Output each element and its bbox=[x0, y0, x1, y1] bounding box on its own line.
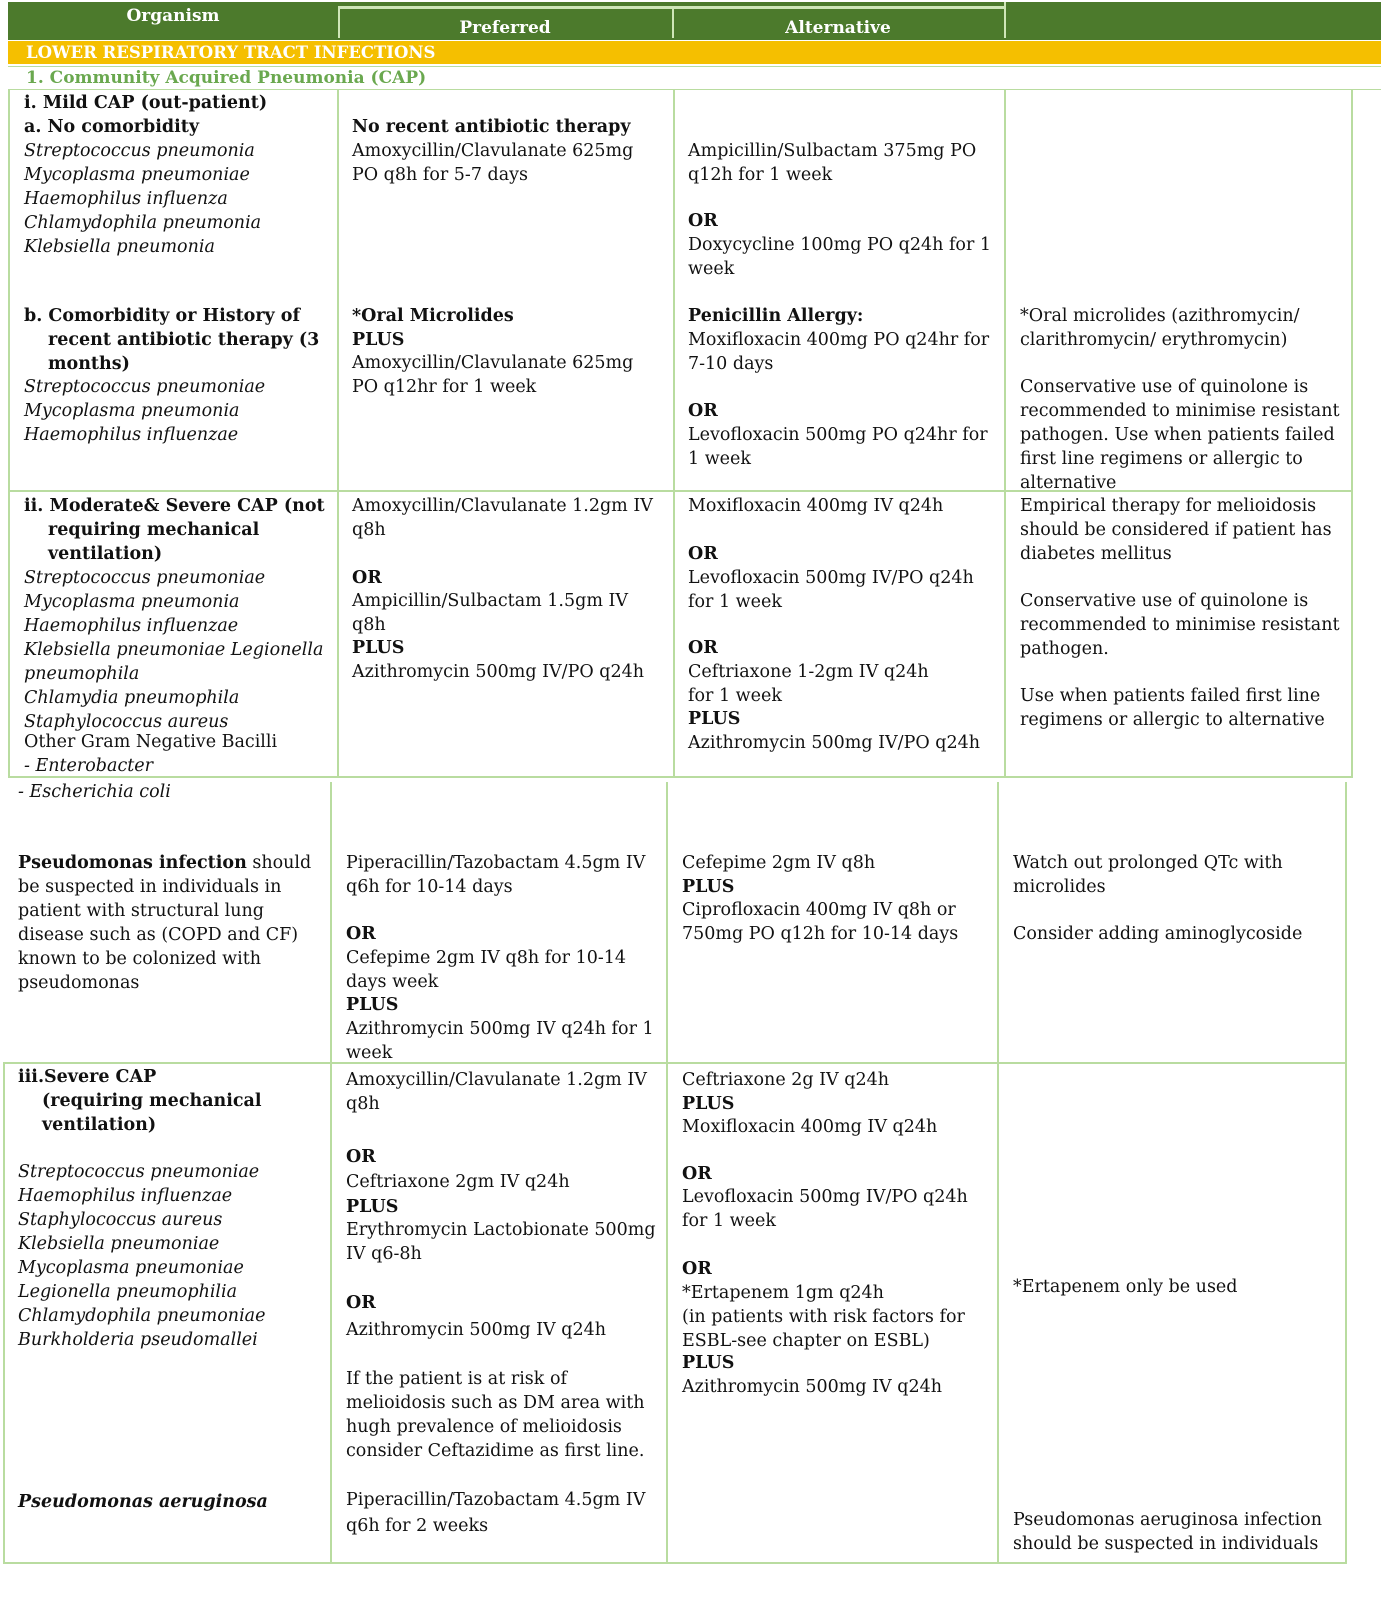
moderate-organisms: Streptococcus pneumoniae Mycoplasma pneumonia Haemophilus influenzae Klebsiella pneumoniae Legionella pneumophila Chlamydia pneumophila Staphylococcus aureus bbox=[24, 568, 324, 732]
mild-b-preferred: *Oral Microlides bbox=[352, 306, 514, 326]
moderate-comment: Use when patients failed first line regimens or allergic to alternative bbox=[1020, 686, 1325, 730]
severe-alternative: Moxifloxacin 400mg IV q24h bbox=[682, 1117, 938, 1137]
moderate-alternative: Ceftriaxone 1-2gm IV q24h for 1 week bbox=[688, 662, 929, 706]
mild-b-preferred: Amoxycillin/Clavulanate 625mg PO q12hr for 1 week bbox=[352, 353, 634, 397]
severe-preferred: Azithromycin 500mg IV q24h bbox=[346, 1320, 606, 1340]
melioidosis-note: If the patient is at risk of melioidosis such as DM area with hugh prevalence of melioidosis consider Ceftazidime as first line. bbox=[346, 1369, 645, 1461]
pseudomonas-aeruginosa-preferred: Piperacillin/Tazobactam 4.5gm IV q6h for 2 weeks bbox=[346, 1490, 646, 1536]
moderate-cap-title: requiring mechanical bbox=[48, 520, 260, 540]
mild-b-alternative: Moxifloxacin 400mg PO q24hr for 7-10 days bbox=[688, 330, 990, 374]
mild-b-alternative: Levofloxacin 500mg PO q24hr for 1 week bbox=[688, 425, 988, 469]
pseudomonas-organism-text: should bbox=[246, 853, 312, 873]
plus-label: PLUS bbox=[346, 995, 399, 1015]
comorbidity-title: months) bbox=[48, 354, 130, 374]
grid-line bbox=[997, 782, 999, 1564]
mild-b-comment: *Oral microlides (azithromycin/ clarithromycin/ erythromycin) bbox=[1020, 306, 1300, 350]
header-organism: Organism bbox=[126, 6, 220, 26]
mild-a-organisms: Streptococcus pneumonia Mycoplasma pneumoniae Haemophilus influenza Chlamydophila pneumonia Klebsiella pneumonia bbox=[24, 141, 262, 257]
pseudomonas-organism-text: be suspected in individuals in patient with structural lung disease such as (COPD and CF) known to be colonized with pseudomonas bbox=[18, 877, 299, 993]
grid-line bbox=[666, 782, 668, 1564]
moderate-preferred: Azithromycin 500mg IV/PO q24h bbox=[352, 662, 645, 682]
or-label: OR bbox=[688, 211, 718, 231]
grid-line bbox=[330, 782, 332, 1564]
penicillin-allergy-heading: Penicillin Allergy: bbox=[688, 306, 864, 326]
moderate-cap-title: ventilation) bbox=[48, 544, 163, 564]
pseudomonas-organism bbox=[18, 851, 311, 875]
section-title: LOWER RESPIRATORY TRACT INFECTIONS bbox=[8, 41, 1381, 64]
plus-label: PLUS bbox=[352, 638, 405, 658]
severe-preferred: Amoxycillin/Clavulanate 1.2gm IV q8h bbox=[346, 1070, 647, 1114]
pseudomonas-alternative: Cefepime 2gm IV q8h bbox=[682, 853, 876, 873]
severe-cap-title: (requiring mechanical bbox=[42, 1091, 262, 1111]
plus-label: PLUS bbox=[352, 330, 405, 350]
mild-b-comment: Conservative use of quinolone is recommended to minimise resistant pathogen. Use when patients failed first line regimens or allergic to alternative bbox=[1020, 377, 1340, 493]
severe-cap-title: iii.Severe CAP bbox=[18, 1067, 157, 1087]
pseudomonas-preferred: Cefepime 2gm IV q8h for 10-14 days week bbox=[346, 948, 627, 992]
or-label: OR bbox=[688, 401, 718, 421]
plus-label: PLUS bbox=[688, 709, 741, 729]
no-comorbidity-title: a. No comorbidity bbox=[24, 117, 200, 137]
severe-alternative: Azithromycin 500mg IV q24h bbox=[682, 1377, 942, 1397]
pseudomonas-comment: Watch out prolonged QTc with microlides bbox=[1013, 853, 1283, 897]
grid-line bbox=[1345, 782, 1347, 1564]
moderate-preferred: Ampicillin/Sulbactam 1.5gm IV q8h bbox=[352, 591, 629, 635]
grid-line bbox=[8, 90, 10, 778]
grid-line bbox=[3, 1062, 5, 1564]
plus-label: PLUS bbox=[346, 1197, 399, 1217]
moderate-cap-title: ii. Moderate& Severe CAP (not bbox=[24, 496, 325, 516]
grid-line bbox=[3, 1562, 1347, 1564]
severe-alternative: Ceftriaxone 2g IV q24h bbox=[682, 1070, 890, 1090]
or-label: OR bbox=[352, 568, 382, 588]
pseudomonas-comment: Consider adding aminoglycoside bbox=[1013, 924, 1303, 944]
mild-b-organisms: Streptococcus pneumoniae Mycoplasma pneumonia Haemophilus influenzae bbox=[24, 377, 266, 445]
plus-label: PLUS bbox=[682, 877, 735, 897]
severe-alternative: *Ertapenem 1gm q24h (in patients with risk factors for ESBL-see chapter on ESBL) bbox=[682, 1283, 965, 1351]
or-label: OR bbox=[346, 924, 376, 944]
ertapenem-comment: *Ertapenem only be used bbox=[1013, 1277, 1238, 1297]
header-preferred: Preferred bbox=[459, 18, 551, 38]
grid-line bbox=[3, 1062, 1347, 1064]
comorbidity-title: recent antibiotic therapy (3 bbox=[48, 330, 320, 350]
pseudomonas-alternative: Ciprofloxacin 400mg IV q8h or 750mg PO q12h for 10-14 days bbox=[682, 900, 959, 944]
or-label: OR bbox=[688, 638, 718, 658]
mild-a-preferred: Amoxycillin/Clavulanate 625mg PO q8h for 5-7 days bbox=[352, 141, 634, 185]
or-label: OR bbox=[682, 1259, 712, 1279]
mild-a-preferred-heading: No recent antibiotic therapy bbox=[352, 117, 631, 137]
mild-cap-title: i. Mild CAP (out-patient) bbox=[24, 93, 268, 113]
header-alternative: Alternative bbox=[785, 18, 891, 38]
pseudomonas-aeruginosa-label: Pseudomonas aeruginosa bbox=[18, 1492, 268, 1512]
enterobacter-label: - Enterobacter bbox=[24, 756, 154, 776]
severe-preferred: Ceftriaxone 2gm IV q24h bbox=[346, 1172, 570, 1192]
pseudomonas-aeruginosa-comment: Pseudomonas aeruginosa infection should be suspected in individuals bbox=[1013, 1510, 1322, 1554]
severe-organisms: Streptococcus pneumoniae Haemophilus influenzae Staphylococcus aureus Klebsiella pneumoniae Mycoplasma pneumoniae Legionella pneumophilia Chlamydophila pneumoniae Burkholderia pseudomallei bbox=[18, 1162, 266, 1350]
severe-preferred: Erythromycin Lactobionate 500mg IV q6-8h bbox=[346, 1220, 656, 1264]
pseudomonas-organism-bold: Pseudomonas infection bbox=[18, 853, 247, 873]
comorbidity-title: b. Comorbidity or History of bbox=[24, 306, 301, 326]
moderate-alternative: Moxifloxacin 400mg IV q24h bbox=[688, 496, 944, 516]
severe-cap-title: ventilation) bbox=[42, 1115, 157, 1135]
moderate-alternative: Azithromycin 500mg IV/PO q24h bbox=[688, 733, 981, 753]
mild-a-alternative: Ampicillin/Sulbactam 375mg PO q12h for 1 week bbox=[688, 141, 977, 185]
moderate-comment: Empirical therapy for melioidosis should be considered if patient has diabetes mellitus bbox=[1020, 496, 1332, 564]
plus-label: PLUS bbox=[682, 1094, 735, 1114]
grid-line bbox=[1351, 90, 1353, 778]
moderate-comment: Conservative use of quinolone is recommended to minimise resistant pathogen. bbox=[1020, 591, 1340, 659]
plus-label: PLUS bbox=[682, 1353, 735, 1373]
moderate-alternative: Levofloxacin 500mg IV/PO q24h for 1 week bbox=[688, 568, 974, 612]
or-label: OR bbox=[346, 1293, 376, 1313]
grid-line bbox=[337, 90, 339, 778]
header-divider bbox=[338, 6, 1004, 9]
ecoli-label: - Escherichia coli bbox=[18, 782, 171, 802]
pseudomonas-preferred: Piperacillin/Tazobactam 4.5gm IV q6h for 10-14 days bbox=[346, 853, 646, 897]
moderate-preferred: Amoxycillin/Clavulanate 1.2gm IV q8h bbox=[352, 496, 653, 540]
header-divider bbox=[1004, 2, 1006, 38]
mild-a-alternative: Doxycycline 100mg PO q24h for 1 week bbox=[688, 235, 992, 279]
or-label: OR bbox=[682, 1164, 712, 1184]
or-label: OR bbox=[688, 544, 718, 564]
pseudomonas-preferred: Azithromycin 500mg IV q24h for 1 week bbox=[346, 1019, 654, 1063]
gram-negative-label: Other Gram Negative Bacilli bbox=[24, 732, 278, 752]
severe-alternative: Levofloxacin 500mg IV/PO q24h for 1 week bbox=[682, 1187, 968, 1231]
grid-line bbox=[673, 90, 675, 778]
subsection-title: 1. Community Acquired Pneumonia (CAP) bbox=[8, 66, 1381, 90]
grid-line bbox=[8, 776, 1353, 778]
or-label: OR bbox=[346, 1147, 376, 1167]
grid-line bbox=[1004, 90, 1006, 778]
